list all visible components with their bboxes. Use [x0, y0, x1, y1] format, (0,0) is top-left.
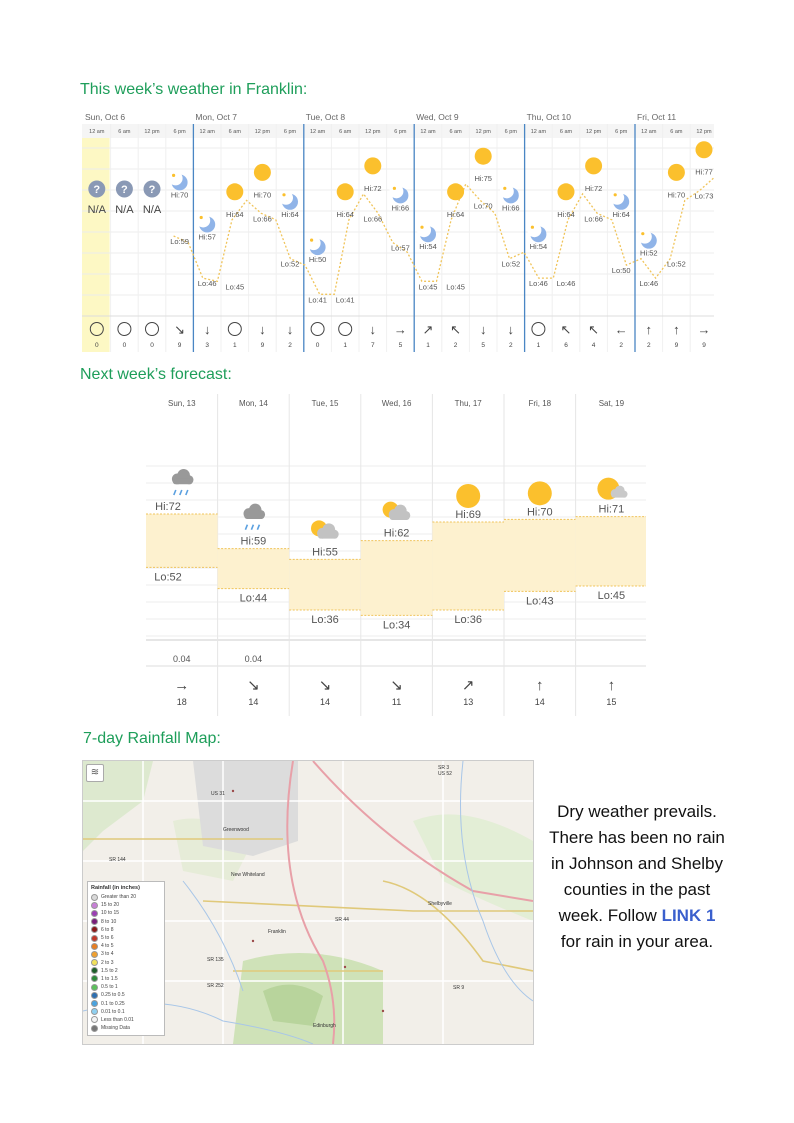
high-temp-label: Hi:66 — [391, 203, 410, 213]
day-label: Wed, Oct 9 — [416, 112, 459, 122]
next-week-chart — [146, 394, 646, 716]
time-label: 12 pm — [254, 129, 271, 135]
low-temp-label: Lo:66 — [253, 214, 272, 224]
low-temp-label: Lo:46 — [556, 279, 576, 289]
high-temp-label: Hi:59 — [240, 535, 267, 548]
low-temp-label: Lo:50 — [611, 266, 631, 276]
legend-entry — [91, 959, 161, 967]
map-label-sr3: SR 3 — [438, 765, 450, 771]
legend-label: 0.5 to 1 — [101, 984, 118, 991]
low-temp-label: Lo:46 — [529, 279, 548, 289]
high-temp-label: Hi:54 — [419, 242, 437, 252]
wind-direction-arrow: ↖ — [588, 322, 600, 337]
legend-swatch — [91, 1025, 98, 1032]
map-label-franklin: Franklin — [268, 929, 286, 935]
high-temp-label: Hi:71 — [598, 503, 625, 516]
high-temp-label: Hi:64 — [336, 209, 354, 219]
rainfall-legend-title: Rainfall (in inches) — [91, 885, 140, 891]
wind-direction-arrow: → — [393, 322, 407, 337]
wind-direction-arrow: ↗ — [422, 322, 434, 337]
time-label: 12 am — [89, 129, 105, 135]
wind-direction-arrow: ↘ — [318, 677, 332, 694]
moon-icon — [527, 223, 546, 242]
wind-speed-label: 13 — [463, 697, 474, 707]
calm-wind-icon — [118, 323, 131, 336]
low-temp-label: Lo:45 — [225, 282, 245, 292]
time-label: 12 pm — [475, 129, 491, 135]
low-temp-label: Lo:70 — [473, 201, 493, 211]
this-week-chart — [82, 108, 714, 352]
wind-speed-label: 7 — [370, 342, 375, 349]
high-temp-label: Hi:70 — [526, 506, 553, 519]
not-available-label: N/A — [142, 204, 162, 216]
high-temp-label: Hi:77 — [695, 167, 713, 177]
legend-entry — [91, 918, 161, 926]
time-label: 12 am — [420, 129, 436, 135]
sun-icon — [254, 164, 271, 181]
wind-speed-label: 1 — [343, 342, 348, 349]
legend-entry — [91, 950, 161, 958]
high-temp-label: Hi:70 — [253, 190, 272, 200]
calm-wind-icon — [146, 323, 159, 336]
legend-swatch — [91, 975, 98, 982]
high-temp-label: Hi:64 — [281, 209, 299, 219]
wind-speed-label: 0 — [150, 342, 154, 349]
map-label-us31: US 31 — [211, 791, 225, 797]
day-label: Tue, 15 — [311, 399, 339, 408]
low-temp-label: Lo:41 — [308, 295, 327, 305]
legend-entry — [91, 983, 161, 991]
wind-speed-label: 0 — [94, 342, 99, 349]
legend-swatch — [91, 943, 98, 950]
wind-direction-arrow: ↘ — [390, 677, 403, 694]
legend-label: 4 to 5 — [101, 943, 114, 950]
map-label-sr44: SR 44 — [335, 917, 349, 923]
calm-wind-icon — [532, 323, 545, 336]
wind-direction-arrow: ← — [614, 322, 628, 337]
map-label-edinburgh: Edinburgh — [313, 1023, 336, 1029]
day-label: Fri, Oct 11 — [637, 112, 677, 122]
sun-icon — [668, 164, 685, 181]
rain-amount-label: 0.04 — [173, 654, 191, 664]
rainfall-map-heading: 7-day Rainfall Map: — [83, 730, 221, 747]
map-layers-button[interactable]: ≋ — [86, 764, 104, 782]
unknown-weather-icon — [144, 181, 161, 198]
next-week-heading: Next week’s forecast: — [80, 366, 232, 383]
legend-entry — [91, 999, 161, 1007]
low-temp-label: Lo:45 — [446, 282, 465, 292]
past-period-highlight — [82, 124, 110, 352]
day-label: Sat, 19 — [598, 399, 625, 408]
svg-text:?: ? — [93, 184, 101, 196]
legend-label: 5 to 6 — [101, 935, 114, 942]
high-temp-label: Hi:55 — [312, 546, 338, 559]
legend-swatch — [91, 894, 98, 901]
legend-label: 6 to 8 — [101, 926, 114, 933]
map-label-sr135: SR 135 — [207, 957, 224, 963]
low-temp-label: Lo:44 — [239, 592, 268, 605]
wind-direction-arrow: ↑ — [607, 677, 616, 694]
wind-direction-arrow: ↖ — [450, 322, 462, 337]
wind-direction-arrow: → — [174, 677, 190, 694]
low-temp-label: Lo:43 — [526, 595, 554, 608]
moon-icon — [169, 171, 188, 190]
moon-icon — [417, 223, 436, 242]
low-temp-label: Lo:66 — [584, 214, 603, 224]
map-label-sr252: SR 252 — [207, 983, 224, 989]
time-label: 6 pm — [283, 129, 297, 135]
wind-direction-arrow: ↓ — [203, 322, 211, 337]
temperature-range-band — [289, 559, 361, 610]
legend-entry — [91, 1024, 161, 1032]
time-label: 6 pm — [173, 129, 186, 135]
high-temp-label: Hi:70 — [667, 190, 686, 200]
wind-direction-arrow: ↘ — [174, 322, 186, 337]
legend-entry — [91, 893, 161, 901]
wind-speed-label: 6 — [564, 342, 568, 349]
legend-swatch — [91, 902, 98, 909]
legend-entry — [91, 901, 161, 909]
time-label: 12 pm — [585, 129, 602, 135]
this-week-heading: This week’s weather in Franklin: — [80, 81, 308, 98]
legend-label: 3 to 4 — [101, 951, 114, 958]
map-label-us52: US 52 — [438, 771, 452, 777]
wind-speed-label: 5 — [481, 342, 486, 349]
day-label: Fri, 18 — [528, 399, 552, 408]
sun-icon — [447, 183, 464, 200]
legend-label: Less than 0.01 — [101, 1016, 134, 1023]
wind-direction-arrow: ↓ — [479, 322, 487, 337]
legend-entry — [91, 942, 161, 950]
legend-label: Missing Data — [101, 1025, 130, 1032]
sun-icon — [337, 183, 354, 200]
time-label: 6 pm — [615, 129, 628, 135]
moon-icon — [500, 184, 519, 203]
map-label-new-whiteland: New Whiteland — [231, 872, 265, 878]
unknown-weather-icon — [88, 181, 105, 198]
time-label: 6 am — [449, 129, 462, 135]
high-temp-label: Hi:54 — [529, 242, 548, 252]
legend-entry — [91, 991, 161, 999]
legend-label: 0.25 to 0.5 — [101, 992, 125, 999]
rain-summary-tail: for rain in your area. — [560, 932, 714, 951]
low-temp-label: Lo:45 — [418, 282, 438, 292]
not-available-label: N/A — [115, 204, 134, 216]
wind-direction-arrow: ↘ — [247, 677, 260, 694]
calm-wind-icon — [228, 323, 241, 336]
legend-swatch — [91, 959, 98, 966]
legend-swatch — [91, 1016, 98, 1023]
legend-label: 10 to 15 — [101, 910, 120, 917]
wind-speed-label: 9 — [260, 342, 265, 349]
temperature-range-band — [361, 541, 433, 616]
map-label-greenwood: Greenwood — [223, 827, 249, 833]
low-temp-label: Lo:45 — [597, 590, 626, 602]
legend-entry — [91, 1008, 161, 1016]
high-temp-label: Hi:72 — [155, 501, 181, 513]
day-label: Tue, Oct 8 — [305, 112, 346, 122]
wind-speed-label: 1 — [426, 342, 430, 349]
sun-icon — [585, 157, 602, 174]
high-temp-label: Hi:52 — [640, 248, 658, 258]
legend-swatch — [91, 926, 98, 933]
wind-speed-label: 1 — [536, 342, 541, 349]
wind-speed-label: 14 — [248, 697, 259, 707]
legend-label: 8 to 10 — [101, 918, 117, 925]
rain-cloud-icon — [244, 504, 266, 519]
legend-label: Greater than 20 — [101, 894, 137, 901]
wind-direction-arrow: ↑ — [536, 677, 544, 694]
time-label: 12 pm — [696, 129, 712, 135]
rainfall-map[interactable] — [82, 760, 534, 1045]
low-temp-label: Lo:59 — [170, 237, 189, 246]
map-label-sr144: SR 144 — [109, 857, 126, 863]
day-label: Wed, 16 — [381, 399, 412, 408]
not-available-label: N/A — [87, 204, 106, 216]
high-temp-label: Hi:64 — [446, 209, 465, 219]
low-temp-label: Lo:57 — [391, 243, 410, 253]
low-temp-label: Lo:36 — [311, 614, 339, 626]
wind-speed-label: 2 — [646, 342, 651, 349]
low-temp-label: Lo:52 — [667, 259, 686, 269]
wind-speed-label: 3 — [205, 342, 210, 349]
high-temp-label: Hi:64 — [612, 209, 630, 219]
temperature-range-band — [218, 549, 290, 589]
wind-speed-label: 9 — [702, 342, 706, 349]
time-label: 12 am — [641, 129, 657, 135]
legend-label: 2 to 3 — [101, 959, 114, 966]
legend-entry — [91, 926, 161, 934]
wind-direction-arrow: ↑ — [645, 322, 653, 337]
temperature-range-band — [432, 522, 504, 610]
high-temp-label: Hi:70 — [170, 190, 189, 200]
wind-speed-label: 1 — [232, 342, 237, 349]
high-temp-label: Hi:69 — [455, 509, 482, 521]
rainfall-legend — [87, 881, 165, 1036]
link-1[interactable]: LINK 1 — [661, 906, 716, 925]
legend-label: 1.5 to 2 — [101, 967, 118, 974]
time-label: 6 am — [670, 129, 683, 135]
wind-speed-label: 14 — [319, 697, 331, 707]
wind-speed-label: 2 — [453, 342, 458, 349]
map-label-sr9: SR 9 — [453, 985, 465, 991]
day-label: Sun, 13 — [168, 399, 196, 408]
low-temp-label: Lo:52 — [280, 259, 300, 269]
moon-icon — [307, 236, 326, 255]
day-label: Mon, Oct 7 — [195, 112, 237, 122]
high-temp-label: Hi:66 — [502, 203, 520, 213]
wind-direction-arrow: ↗ — [461, 677, 475, 694]
raindrops — [174, 490, 188, 495]
map-label-shelbyville: Shelbyville — [428, 901, 452, 907]
temperature-range-band — [504, 519, 576, 591]
moon-icon — [638, 230, 657, 249]
wind-direction-arrow: ↑ — [673, 322, 680, 337]
time-label: 6 am — [228, 129, 241, 135]
high-temp-label: Hi:50 — [308, 255, 327, 265]
legend-swatch — [91, 935, 98, 942]
sun-icon — [456, 484, 480, 508]
moon-icon — [196, 213, 215, 232]
day-label: Sun, Oct 6 — [85, 112, 126, 122]
time-label: 6 am — [339, 129, 352, 135]
low-temp-label: Lo:52 — [154, 571, 182, 584]
high-temp-label: Hi:64 — [226, 209, 244, 219]
time-label: 12 am — [199, 129, 215, 135]
svg-text:?: ? — [121, 184, 128, 196]
calm-wind-icon — [339, 323, 352, 336]
day-label: Thu, 17 — [454, 399, 482, 408]
wind-speed-label: 14 — [534, 697, 545, 707]
legend-label: 0.1 to 0.25 — [101, 1000, 125, 1007]
sun-icon — [696, 141, 713, 158]
unknown-weather-icon — [116, 181, 133, 198]
time-label: 6 pm — [394, 129, 407, 135]
time-label: 6 pm — [504, 129, 517, 135]
legend-swatch — [91, 967, 98, 974]
high-temp-label: Hi:62 — [383, 527, 410, 540]
wind-speed-label: 15 — [606, 697, 617, 707]
time-label: 6 am — [118, 129, 131, 135]
low-temp-label: Lo:36 — [454, 614, 482, 626]
high-temp-label: Hi:72 — [364, 183, 382, 193]
legend-label: 1 to 1.5 — [101, 975, 118, 982]
sun-icon — [226, 183, 243, 200]
low-temp-label: Lo:41 — [335, 295, 355, 305]
legend-swatch — [91, 992, 98, 999]
wind-direction-arrow: ↓ — [286, 322, 294, 337]
temperature-range-band — [146, 514, 218, 567]
wind-direction-arrow: ↓ — [507, 322, 515, 337]
low-temp-label: Lo:34 — [382, 619, 411, 632]
wind-speed-label: 18 — [176, 697, 187, 707]
low-temp-label: Lo:46 — [197, 279, 217, 289]
sun-icon — [475, 148, 492, 165]
time-label: 12 am — [309, 129, 326, 135]
day-label: Thu, Oct 10 — [526, 112, 572, 122]
legend-swatch — [91, 984, 98, 991]
sun-icon — [558, 183, 575, 200]
rain-amount-label: 0.04 — [244, 654, 263, 664]
low-temp-label: Lo:73 — [694, 191, 714, 201]
raindrops — [245, 525, 259, 530]
calm-wind-icon — [311, 323, 324, 336]
wind-speed-label: 11 — [391, 697, 402, 707]
low-temp-label: Lo:66 — [363, 214, 383, 224]
wind-speed-label: 2 — [288, 342, 292, 349]
wind-direction-arrow: ↓ — [369, 322, 377, 337]
legend-swatch — [91, 910, 98, 917]
high-temp-label: Hi:64 — [557, 209, 575, 219]
wind-direction-arrow: ↓ — [259, 322, 266, 337]
rain-cloud-icon — [172, 469, 194, 484]
low-temp-label: Lo:52 — [501, 259, 521, 269]
moon-icon — [279, 191, 298, 210]
wind-speed-label: 9 — [177, 342, 182, 349]
time-label: 12 pm — [144, 129, 160, 135]
wind-direction-arrow: ↖ — [560, 322, 572, 337]
moon-icon — [610, 191, 629, 210]
wind-speed-label: 2 — [619, 342, 624, 349]
wind-direction-arrow: → — [697, 322, 711, 337]
legend-entry — [91, 975, 161, 983]
legend-swatch — [91, 918, 98, 925]
rain-summary-body: Dry weather prevails. There has been no rain in Johnson and Shelby counties in the past week. Follow — [549, 802, 725, 925]
legend-entry — [91, 934, 161, 942]
legend-entry — [91, 967, 161, 975]
legend-label: 0.01 to 0.1 — [101, 1008, 125, 1015]
svg-text:?: ? — [148, 184, 156, 196]
legend-label: 15 to 20 — [101, 902, 120, 909]
sun-icon — [528, 481, 552, 505]
day-label: Mon, 14 — [238, 399, 268, 408]
legend-swatch — [91, 1000, 98, 1007]
legend-swatch — [91, 1008, 98, 1015]
legend-entry — [91, 909, 161, 917]
wind-speed-label: 4 — [591, 342, 596, 349]
time-label: 12 am — [530, 129, 547, 135]
wind-speed-label: 5 — [398, 342, 403, 349]
time-label: 12 pm — [365, 129, 381, 135]
high-temp-label: Hi:57 — [198, 232, 216, 242]
time-label: 6 am — [559, 129, 573, 135]
moon-icon — [389, 184, 408, 203]
low-temp-label: Lo:46 — [639, 279, 659, 289]
legend-swatch — [91, 951, 98, 958]
wind-speed-label: 9 — [674, 342, 679, 349]
wind-speed-label: 0 — [315, 342, 320, 349]
high-temp-label: Hi:72 — [584, 183, 603, 193]
wind-speed-label: 2 — [508, 342, 513, 349]
wind-speed-label: 0 — [122, 342, 127, 349]
rain-summary-text — [548, 799, 726, 955]
legend-entry — [91, 1016, 161, 1024]
high-temp-label: Hi:75 — [474, 174, 492, 184]
temperature-range-band — [576, 517, 646, 586]
sun-icon — [364, 157, 381, 174]
